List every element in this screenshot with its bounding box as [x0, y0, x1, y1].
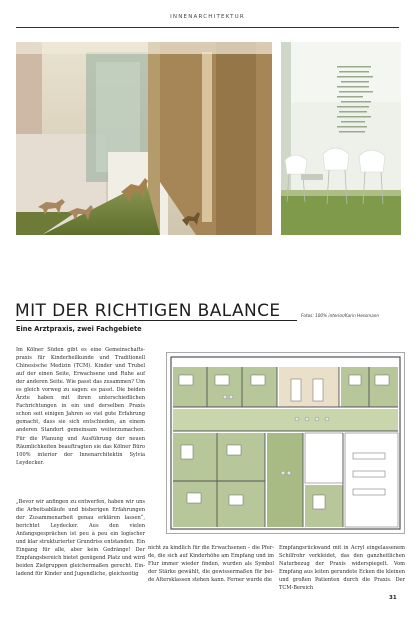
article-column-3 — [279, 544, 405, 592]
reception-photo — [16, 42, 272, 235]
paragraph: Im Kölner Süden gibt es eine Gemeinschaftspraxis für Kinderheilkunde und Traditionell Chinesische Medizin (TCM). Kinder und Trubel auf der einen Seite, Erwachsene und Ruhe auf der anderen Seite. Wie passt das zusammen? Um es gleich vorweg zu sagen: es passt. Die beiden Ärzte haben mit ihren unterschiedlichen Fachrichtungen in ein und derselben Praxis schon seit einigen Jahren so viel gute Erfahrung gemacht, dass sie sich entschieden, an einem anderen Standort gemeinsam weiterzumachen. Für die Planung und Ausführung der neuen Räumlichkeiten beauftragten sie das Kölner Büro 100% interior der Innenarchitektin Sylvia Leydecker. — [16, 347, 145, 466]
paragraph: Empfangsrückwand mit in Acryl eingelassenem Schilfrohr verkleidet, das den ganzheitlichen Naturbezug der Praxis widerspiegelt. Vom Empfang aus leiten gerundete Ecken die kleinen und großen Patienten durch die Praxis. Der TCM-Bereich — [279, 545, 405, 592]
article-column-1-bottom — [16, 498, 145, 578]
article-subtitle: Eine Arztpraxis, zwei Fachgebiete — [16, 325, 142, 333]
section-label: INNENARCHITEKTUR — [170, 14, 245, 20]
floor-plan — [166, 352, 405, 534]
waiting-room-photo — [281, 42, 401, 235]
article-column-2 — [148, 544, 274, 584]
article-column-1-top — [16, 346, 145, 467]
headline-rule — [16, 320, 297, 321]
paragraph: „Bevor wir anfingen zu entwerfen, haben wir uns die Arbeitsabläufe und bisherigen Erfahrungen der Zusammenarbeit genau erklären lassen“, berichtet Leydecker. Aus den vielen Anfangsgesprächen ist peu à peu ein logischer und klar strukturierter Grundriss entstanden. Ein Eingang für alle, aber kein Gedränge! Der Empfangsbereich bietet genügend Platz und wird beiden Zielgruppen gleichermaßen gerecht. Einladend für Kinder und Jugendliche, gleichzeitig — [16, 499, 145, 578]
article-title: MIT DER RICHTIGEN BALANCE — [15, 301, 281, 321]
header-rule — [16, 27, 399, 28]
page-number: 31 — [389, 595, 397, 601]
paragraph: nicht zu kindlich für die Erwachsenen – die Pferde, die sich auf Kinderhöhe am Empfang und im Flur immer wieder finden, wurden als Symbol der Stärke gewählt, die gewissermaßen für beide Altersklassen stehen kann. Ferner wurde die — [148, 545, 274, 584]
photo-credit: Fotos: 100% interior/Karin Hessmann — [301, 313, 380, 318]
